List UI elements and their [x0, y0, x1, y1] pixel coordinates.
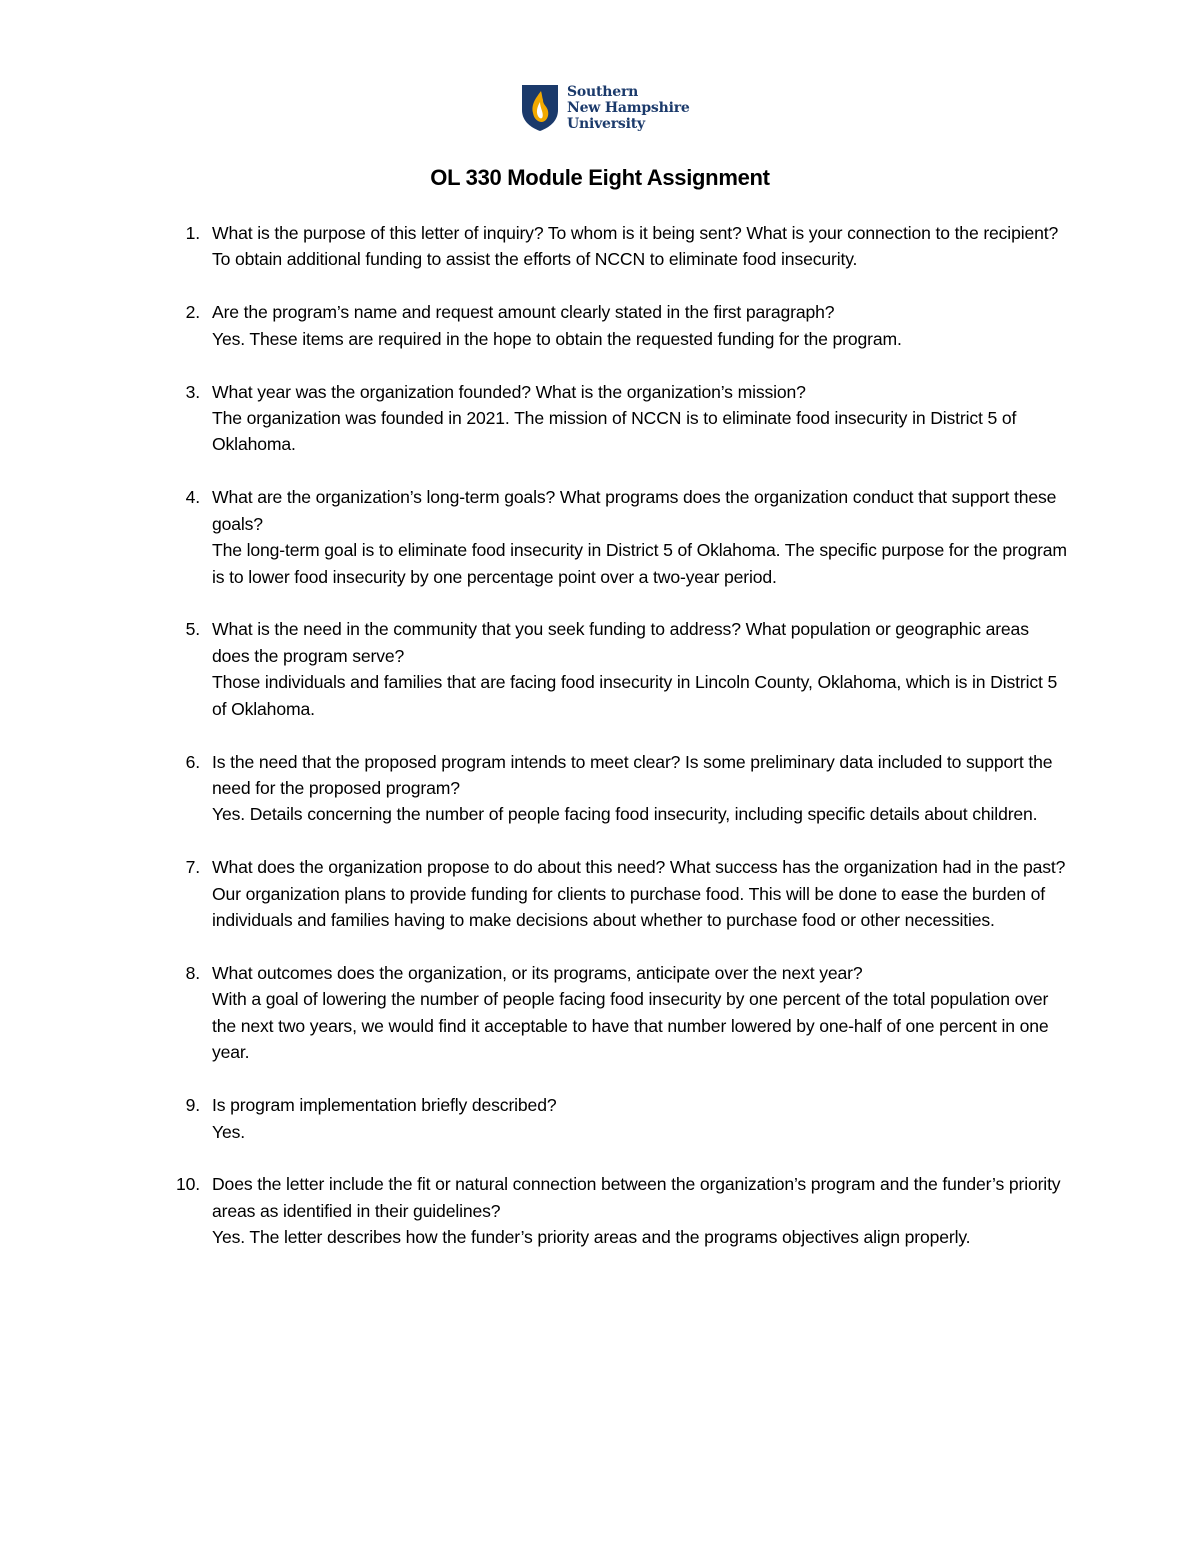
question-text: What are the organization’s long-term goals? What programs does the organization conduct that support these goals? [212, 487, 1057, 534]
list-item [170, 220, 1070, 273]
item-number: 8. [185, 963, 200, 984]
answer-text: Our organization plans to provide funding for clients to purchase food. This will be done to ease the burden of individuals and families having to make decisions about whether to purchase food or other necessities. [212, 883, 1045, 931]
item-number: 6. [185, 751, 200, 772]
answer-text: Those individuals and families that are facing food insecurity in Lincoln County, Oklahoma, which is in District 5 of Oklahoma. [212, 672, 1058, 719]
flame-shield-icon [521, 84, 559, 132]
item-number: 10. [175, 1174, 200, 1195]
logo-wordmark [567, 84, 690, 132]
logo-line-2: New Hampshire [567, 100, 690, 116]
logo-line-3: University [567, 116, 645, 132]
question-text: Does the letter include the fit or natural connection between the organization’s program and the funder’s priority areas as identified in their guidelines? [212, 1174, 1061, 1221]
question-list [170, 220, 1070, 1277]
answer-text: Yes. These items are required in the hope to obtain the requested funding for the program. [212, 328, 902, 349]
answer-text: Yes. [212, 1121, 245, 1142]
list-item [170, 379, 1070, 458]
list-item [170, 1171, 1070, 1250]
item-number: 7. [185, 857, 200, 878]
answer-text: With a goal of lowering the number of people facing food insecurity by one percent of the total population over the next two years, we would find it acceptable to have that number lowered by one-half of one percent in one year. [212, 989, 1049, 1063]
logo-line-1: Southern [567, 84, 639, 100]
answer-text: The organization was founded in 2021. The mission of NCCN is to eliminate food insecurity in District 5 of Oklahoma. [212, 408, 1017, 455]
list-item [170, 299, 1070, 352]
list-item [170, 1092, 1070, 1145]
university-logo [521, 84, 690, 132]
question-text: What does the organization propose to do about this need? What success has the organization had in the past? [212, 857, 1066, 878]
item-number: 3. [185, 381, 200, 402]
question-text: What outcomes does the organization, or its programs, anticipate over the next year? [212, 963, 863, 984]
question-text: Is the need that the proposed program intends to meet clear? Is some preliminary data included to support the need for the proposed program? [212, 751, 1053, 798]
page-title: OL 330 Module Eight Assignment [430, 165, 770, 190]
list-item [170, 484, 1070, 590]
item-number: 2. [185, 302, 200, 323]
item-number: 4. [185, 487, 200, 508]
answer-text: Yes. Details concerning the number of people facing food insecurity, including specific details about children. [212, 804, 1038, 825]
question-text: What is the need in the community that you seek funding to address? What population or geographic areas does the program serve? [212, 619, 1029, 666]
item-number: 1. [185, 223, 200, 243]
answer-text: Yes. The letter describes how the funder’s priority areas and the programs objectives align properly. [212, 1227, 971, 1248]
question-text: Is program implementation briefly described? [212, 1095, 557, 1116]
list-item [170, 960, 1070, 1066]
list-item [170, 749, 1070, 828]
item-number: 5. [185, 619, 200, 640]
list-item [170, 616, 1070, 722]
list-item [170, 854, 1070, 933]
answer-text: The long-term goal is to eliminate food insecurity in District 5 of Oklahoma. The specific purpose for the program is to lower food insecurity by one percentage point over a two-year period. [212, 540, 1067, 587]
item-number: 9. [185, 1095, 200, 1116]
question-text: What year was the organization founded? What is the organization’s mission? [212, 381, 806, 402]
question-text: Are the program’s name and request amount clearly stated in the first paragraph? [212, 302, 835, 323]
question-text: What is the purpose of this letter of inquiry? To whom is it being sent? What is your connection to the recipient? [212, 223, 1059, 243]
answer-text: To obtain additional funding to assist the efforts of NCCN to eliminate food insecurity. [212, 249, 858, 270]
